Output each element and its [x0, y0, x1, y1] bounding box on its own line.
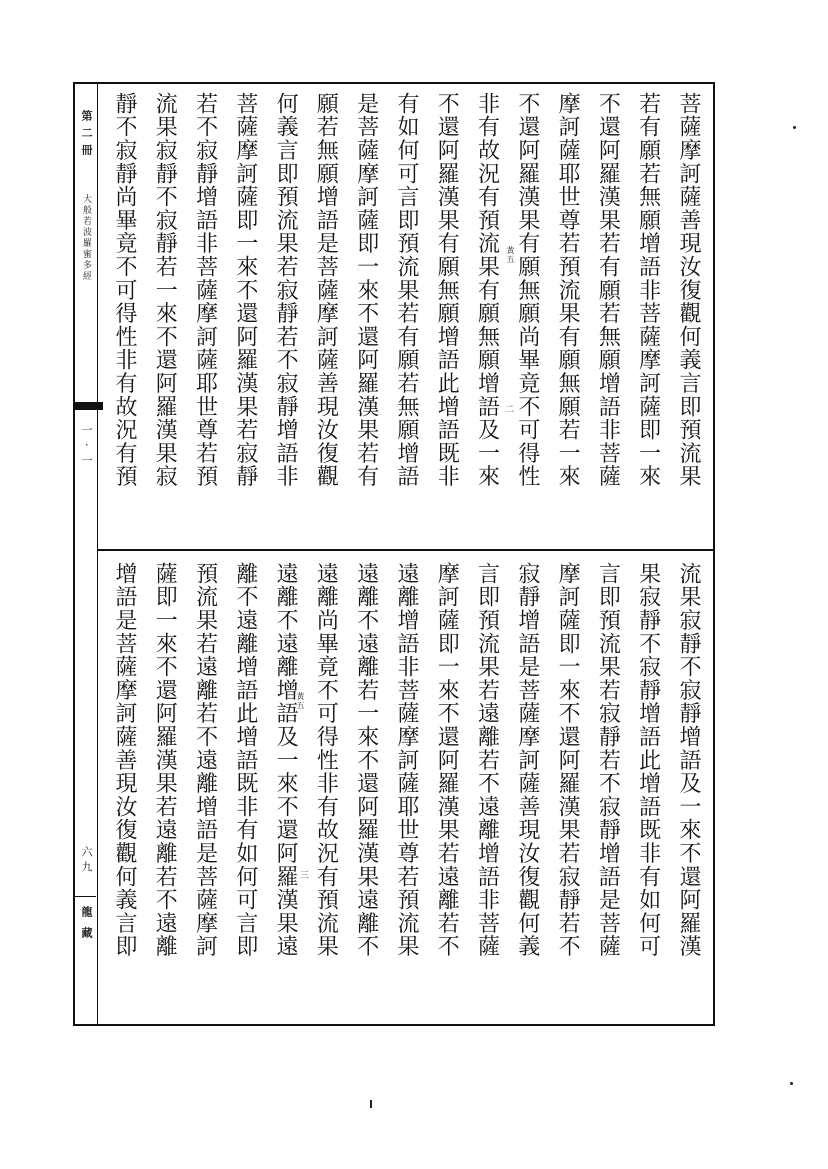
text-column: 菩薩摩訶薩即一來不還阿羅漢果若寂靜 — [232, 92, 258, 489]
text-column: 果寂靜不寂靜增語此增語既非有如何可 — [635, 562, 661, 959]
text-column: 遠離增語非菩薩摩訶薩耶世尊若預流果 — [393, 562, 419, 959]
text-column: 遠離尚畢竟不可得性非有故況有預流果 — [313, 562, 339, 959]
text-column: 言即預流果若遠離若不遠離增語非菩薩 — [474, 562, 500, 959]
text-column: 言即預流果若寂靜若不寂靜增語是菩薩 — [595, 562, 621, 959]
lower-text-panel — [107, 562, 705, 1012]
scan-speck — [370, 1100, 372, 1108]
brand-label: 龍藏 — [80, 906, 93, 948]
margin-sidebar — [75, 84, 98, 1024]
text-column: 有如何可言即預流果若有願若無願增語 — [393, 92, 419, 489]
upper-text-panel — [107, 92, 705, 542]
text-column: 菩薩摩訶薩善現汝復觀何義言即預流果 — [675, 92, 701, 489]
scan-speck — [793, 126, 796, 129]
text-column: 增語是菩薩摩訶薩善現汝復觀何義言即 — [112, 562, 137, 959]
text-column: 願若無願增語是菩薩摩訶薩善現汝復觀 — [313, 92, 339, 489]
text-column: 預流果若遠離若不遠離增語是菩薩摩訶 — [192, 562, 218, 959]
margin-tab-mark — [73, 402, 103, 410]
panel-divider — [98, 549, 713, 551]
text-column: 不還阿羅漢果若有願若無願增語非菩薩 — [595, 92, 621, 489]
text-column: 薩即一來不還阿羅漢果若遠離若不遠離 — [152, 562, 178, 959]
text-column: 流果寂靜不寂靜若一來不還阿羅漢果寂 — [152, 92, 178, 489]
text-column: 不還阿羅漢果有願無願尚畢竟不可得性 — [514, 92, 540, 489]
text-column: 靜不寂靜尚畢竟不可得性非有故況有預 — [112, 92, 137, 489]
text-column: 離不遠離增語此增語既非有如何可言即 — [232, 562, 258, 959]
page-frame — [73, 82, 715, 1026]
sutra-title: 大般若波羅蜜多經 — [81, 194, 91, 282]
text-column: 不還阿羅漢果有願無願增語此增語既非 — [434, 92, 460, 489]
text-column: 遠離不遠離增語及一來不還阿羅漢果遠 — [273, 562, 299, 959]
text-column: 寂靜增語是菩薩摩訶薩善現汝復觀何義 — [514, 562, 540, 959]
text-column: 若有願若無願增語非菩薩摩訶薩即一來 — [635, 92, 661, 489]
text-column: 是菩薩摩訶薩即一來不還阿羅漢果若有 — [353, 92, 379, 489]
page-mark: 三 — [300, 871, 310, 881]
text-column: 何義言即預流果若寂靜若不寂靜增語非 — [273, 92, 299, 489]
volume-label: 第二冊 — [80, 110, 93, 161]
text-column: 遠離不遠離若一來不還阿羅漢果遠離不 — [353, 562, 379, 959]
fold-mark: 一·一 — [80, 424, 93, 474]
text-column: 摩訶薩耶世尊若預流果有願無願若一來 — [555, 92, 581, 489]
text-column: 摩訶薩即一來不還阿羅漢果若遠離若不 — [434, 562, 460, 959]
page-number: 六九 — [80, 846, 93, 876]
text-column: 若不寂靜增語非菩薩摩訶薩耶世尊若預 — [192, 92, 218, 489]
text-column: 摩訶薩即一來不還阿羅漢果若寂靜若不 — [555, 562, 581, 959]
page-mark: 二 — [505, 405, 515, 415]
margin-note: 黃五 — [296, 692, 305, 710]
text-column: 流果寂靜不寂靜增語及一來不還阿羅漢 — [675, 562, 701, 959]
scan-speck — [790, 1082, 793, 1085]
text-column: 非有故況有預流果有願無願增語及一來 — [474, 92, 500, 489]
margin-note: 黃五 — [506, 246, 515, 264]
